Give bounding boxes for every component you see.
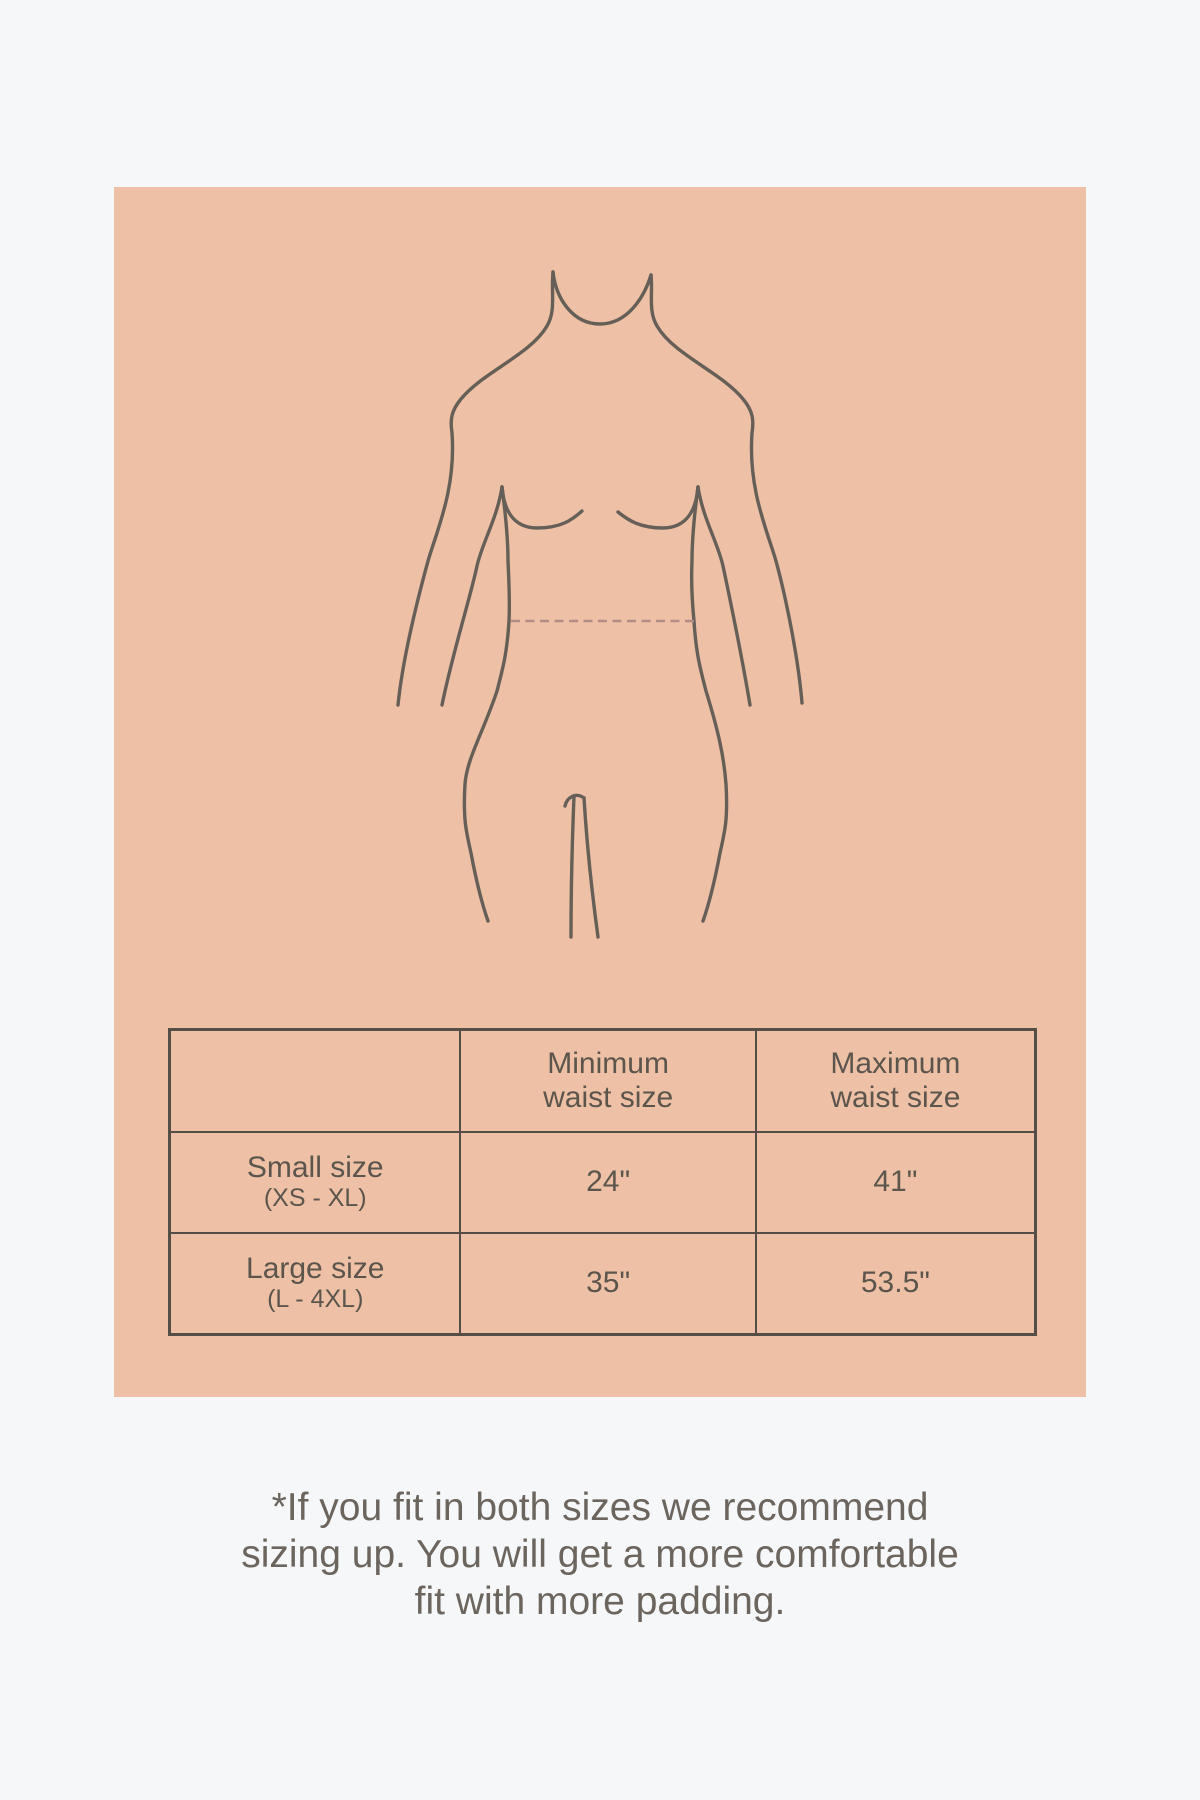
left-outer-arm-line xyxy=(398,272,553,705)
left-torso-hip-line xyxy=(464,487,509,921)
footnote-line1: *If you fit in both sizes we recommend xyxy=(271,1486,929,1529)
size-guide-panel xyxy=(114,187,1086,1397)
small-size-range: (XS - XL) xyxy=(263,1184,367,1212)
table-header-row xyxy=(170,1030,1036,1132)
small-size-max-value: 41" xyxy=(756,1132,1036,1233)
right-torso-hip-line xyxy=(692,487,727,921)
min-waist-header-line2: waist size xyxy=(543,1080,674,1114)
min-waist-header-line1: Minimum xyxy=(547,1046,669,1080)
table-row-small-size xyxy=(170,1132,1036,1233)
table-header-empty-cell xyxy=(170,1030,461,1132)
large-size-label: Large size xyxy=(246,1252,385,1286)
left-inner-leg-line xyxy=(571,796,574,937)
footnote-line2: sizing up. You will get a more comfortable xyxy=(241,1533,959,1576)
table-row-large-size xyxy=(170,1233,1036,1335)
large-size-max-value: 53.5" xyxy=(756,1233,1036,1335)
waist-size-table xyxy=(168,1028,1037,1336)
sizing-footnote xyxy=(0,1484,1200,1625)
right-breast-line xyxy=(618,487,698,528)
large-size-min-value: 35" xyxy=(460,1233,755,1335)
jaw-line xyxy=(553,272,651,324)
table-header-min-waist xyxy=(460,1030,755,1132)
right-inner-arm-line xyxy=(698,487,750,705)
footnote-line3: fit with more padding. xyxy=(414,1580,786,1623)
right-outer-arm-line xyxy=(651,275,802,703)
left-inner-arm-line xyxy=(442,487,502,705)
max-waist-header-line2: waist size xyxy=(830,1080,961,1114)
large-size-label-cell xyxy=(170,1233,461,1335)
small-size-label: Small size xyxy=(246,1151,384,1184)
max-waist-header-line1: Maximum xyxy=(830,1046,961,1080)
right-inner-leg-line xyxy=(584,798,598,937)
table-header-max-waist xyxy=(756,1030,1036,1132)
small-size-min-value: 24" xyxy=(460,1132,755,1233)
small-size-label-cell xyxy=(170,1132,461,1233)
left-breast-line xyxy=(502,487,582,528)
large-size-range: (L - 4XL) xyxy=(267,1285,364,1314)
